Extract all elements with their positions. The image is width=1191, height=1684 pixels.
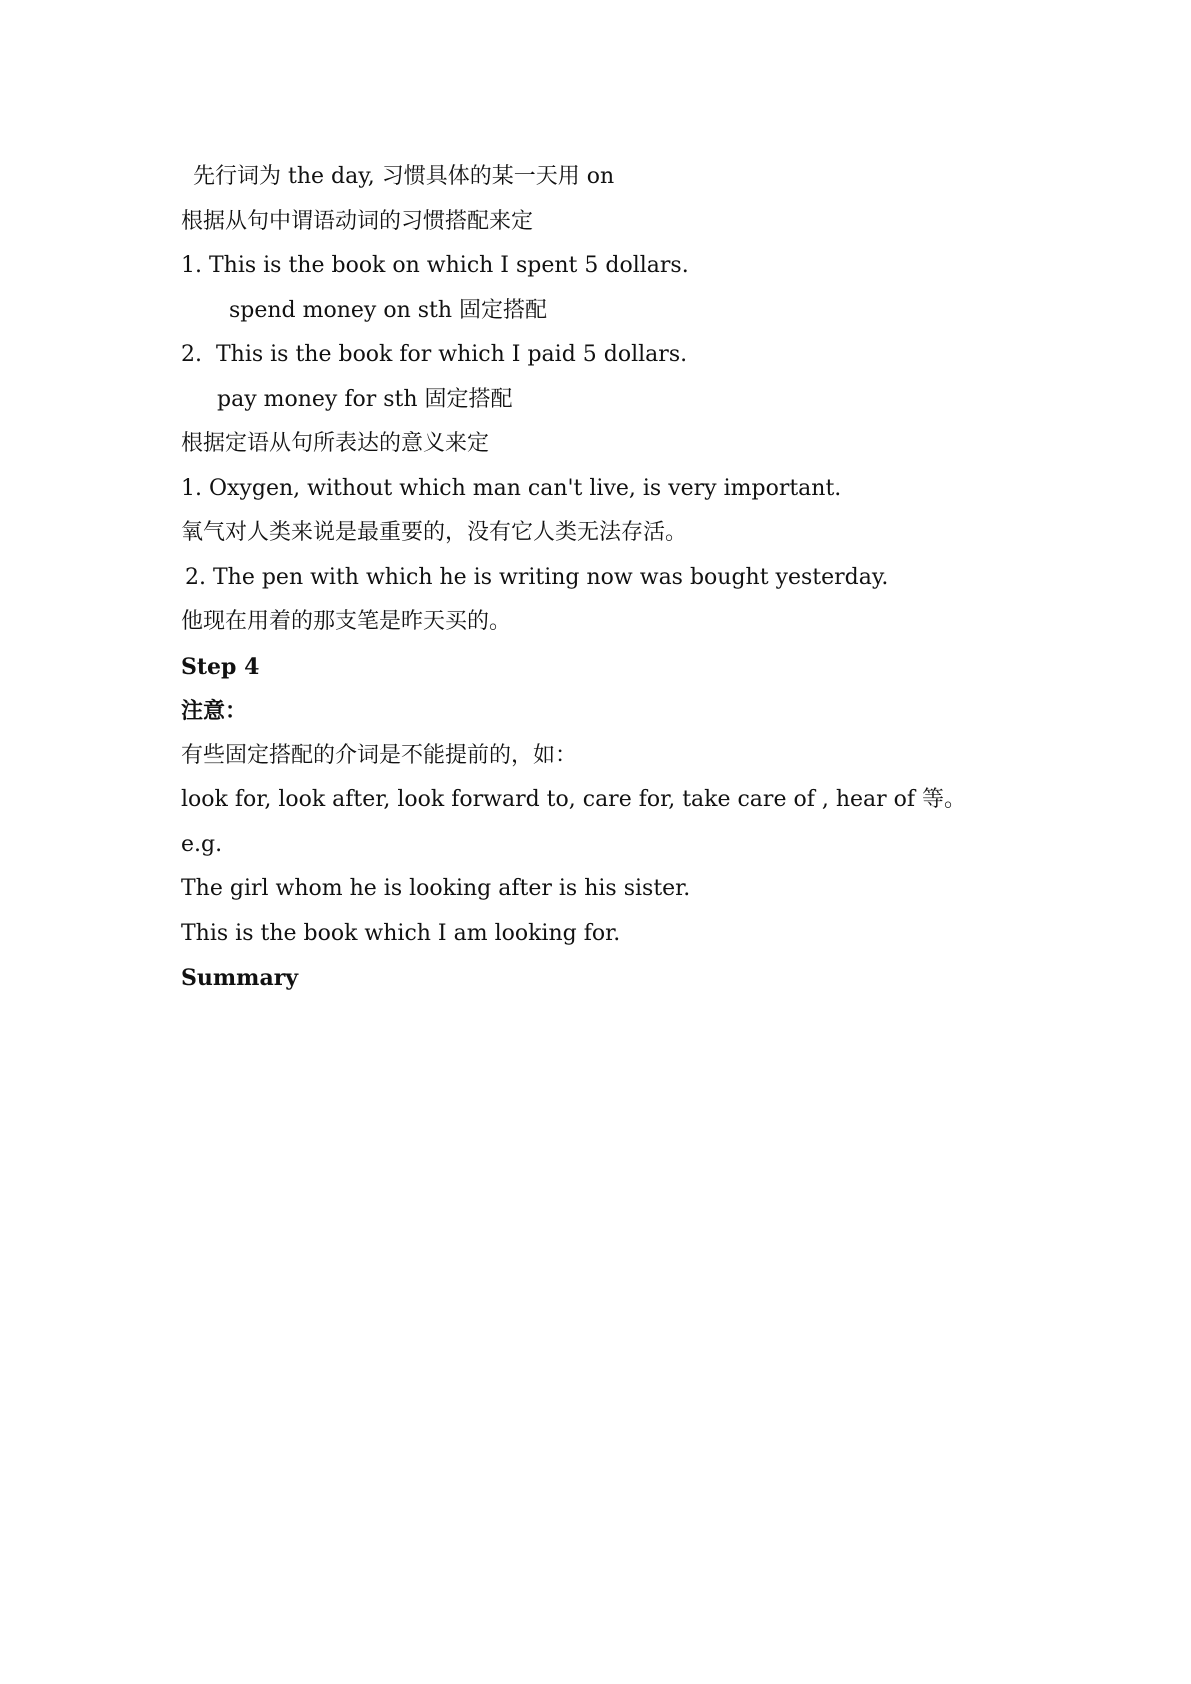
collocation-note-spend: spend money on sth 固定搭配 (229, 297, 548, 323)
document-body (181, 155, 1041, 1001)
example-sentence-girl: The girl whom he is looking after is his sister. (181, 876, 691, 901)
text-line-antecedent-the-day: 先行词为 the day, 习惯具体的某一天用 on (193, 164, 615, 189)
example-sentence-spent: 1. This is the book on which I spent 5 dollars. (181, 253, 689, 278)
translation-oxygen: 氧气对人类来说是最重要的，没有它人类无法存活。 (181, 520, 688, 545)
example-label: e.g. (181, 831, 223, 857)
subheading-verb-collocation: 根据从句中谓语动词的习惯搭配来定 (181, 208, 534, 234)
summary-heading: Summary (181, 965, 299, 991)
example-sentence-looking-for: This is the book which I am looking for. (181, 920, 621, 946)
subheading-meaning: 根据定语从句所表达的意义来定 (181, 431, 490, 456)
example-sentence-pen: 2. The pen with which he is writing now was bought yesterday. (185, 564, 889, 590)
note-text: 有些固定搭配的介词是不能提前的，如： (181, 742, 578, 768)
example-sentence-paid: 2. This is the book for which I paid 5 dollars. (181, 342, 688, 367)
collocation-note-pay: pay money for sth 固定搭配 (217, 386, 513, 412)
step-heading: Step 4 (181, 653, 260, 680)
example-sentence-oxygen: 1. Oxygen, without which man can't live, is very important. (181, 475, 842, 501)
translation-pen: 他现在用着的那支笔是昨天买的。 (181, 609, 512, 634)
note-heading: 注意： (181, 698, 248, 724)
fixed-phrase-list: look for, look after, look forward to, care for, take care of , hear of 等。 (181, 787, 967, 812)
